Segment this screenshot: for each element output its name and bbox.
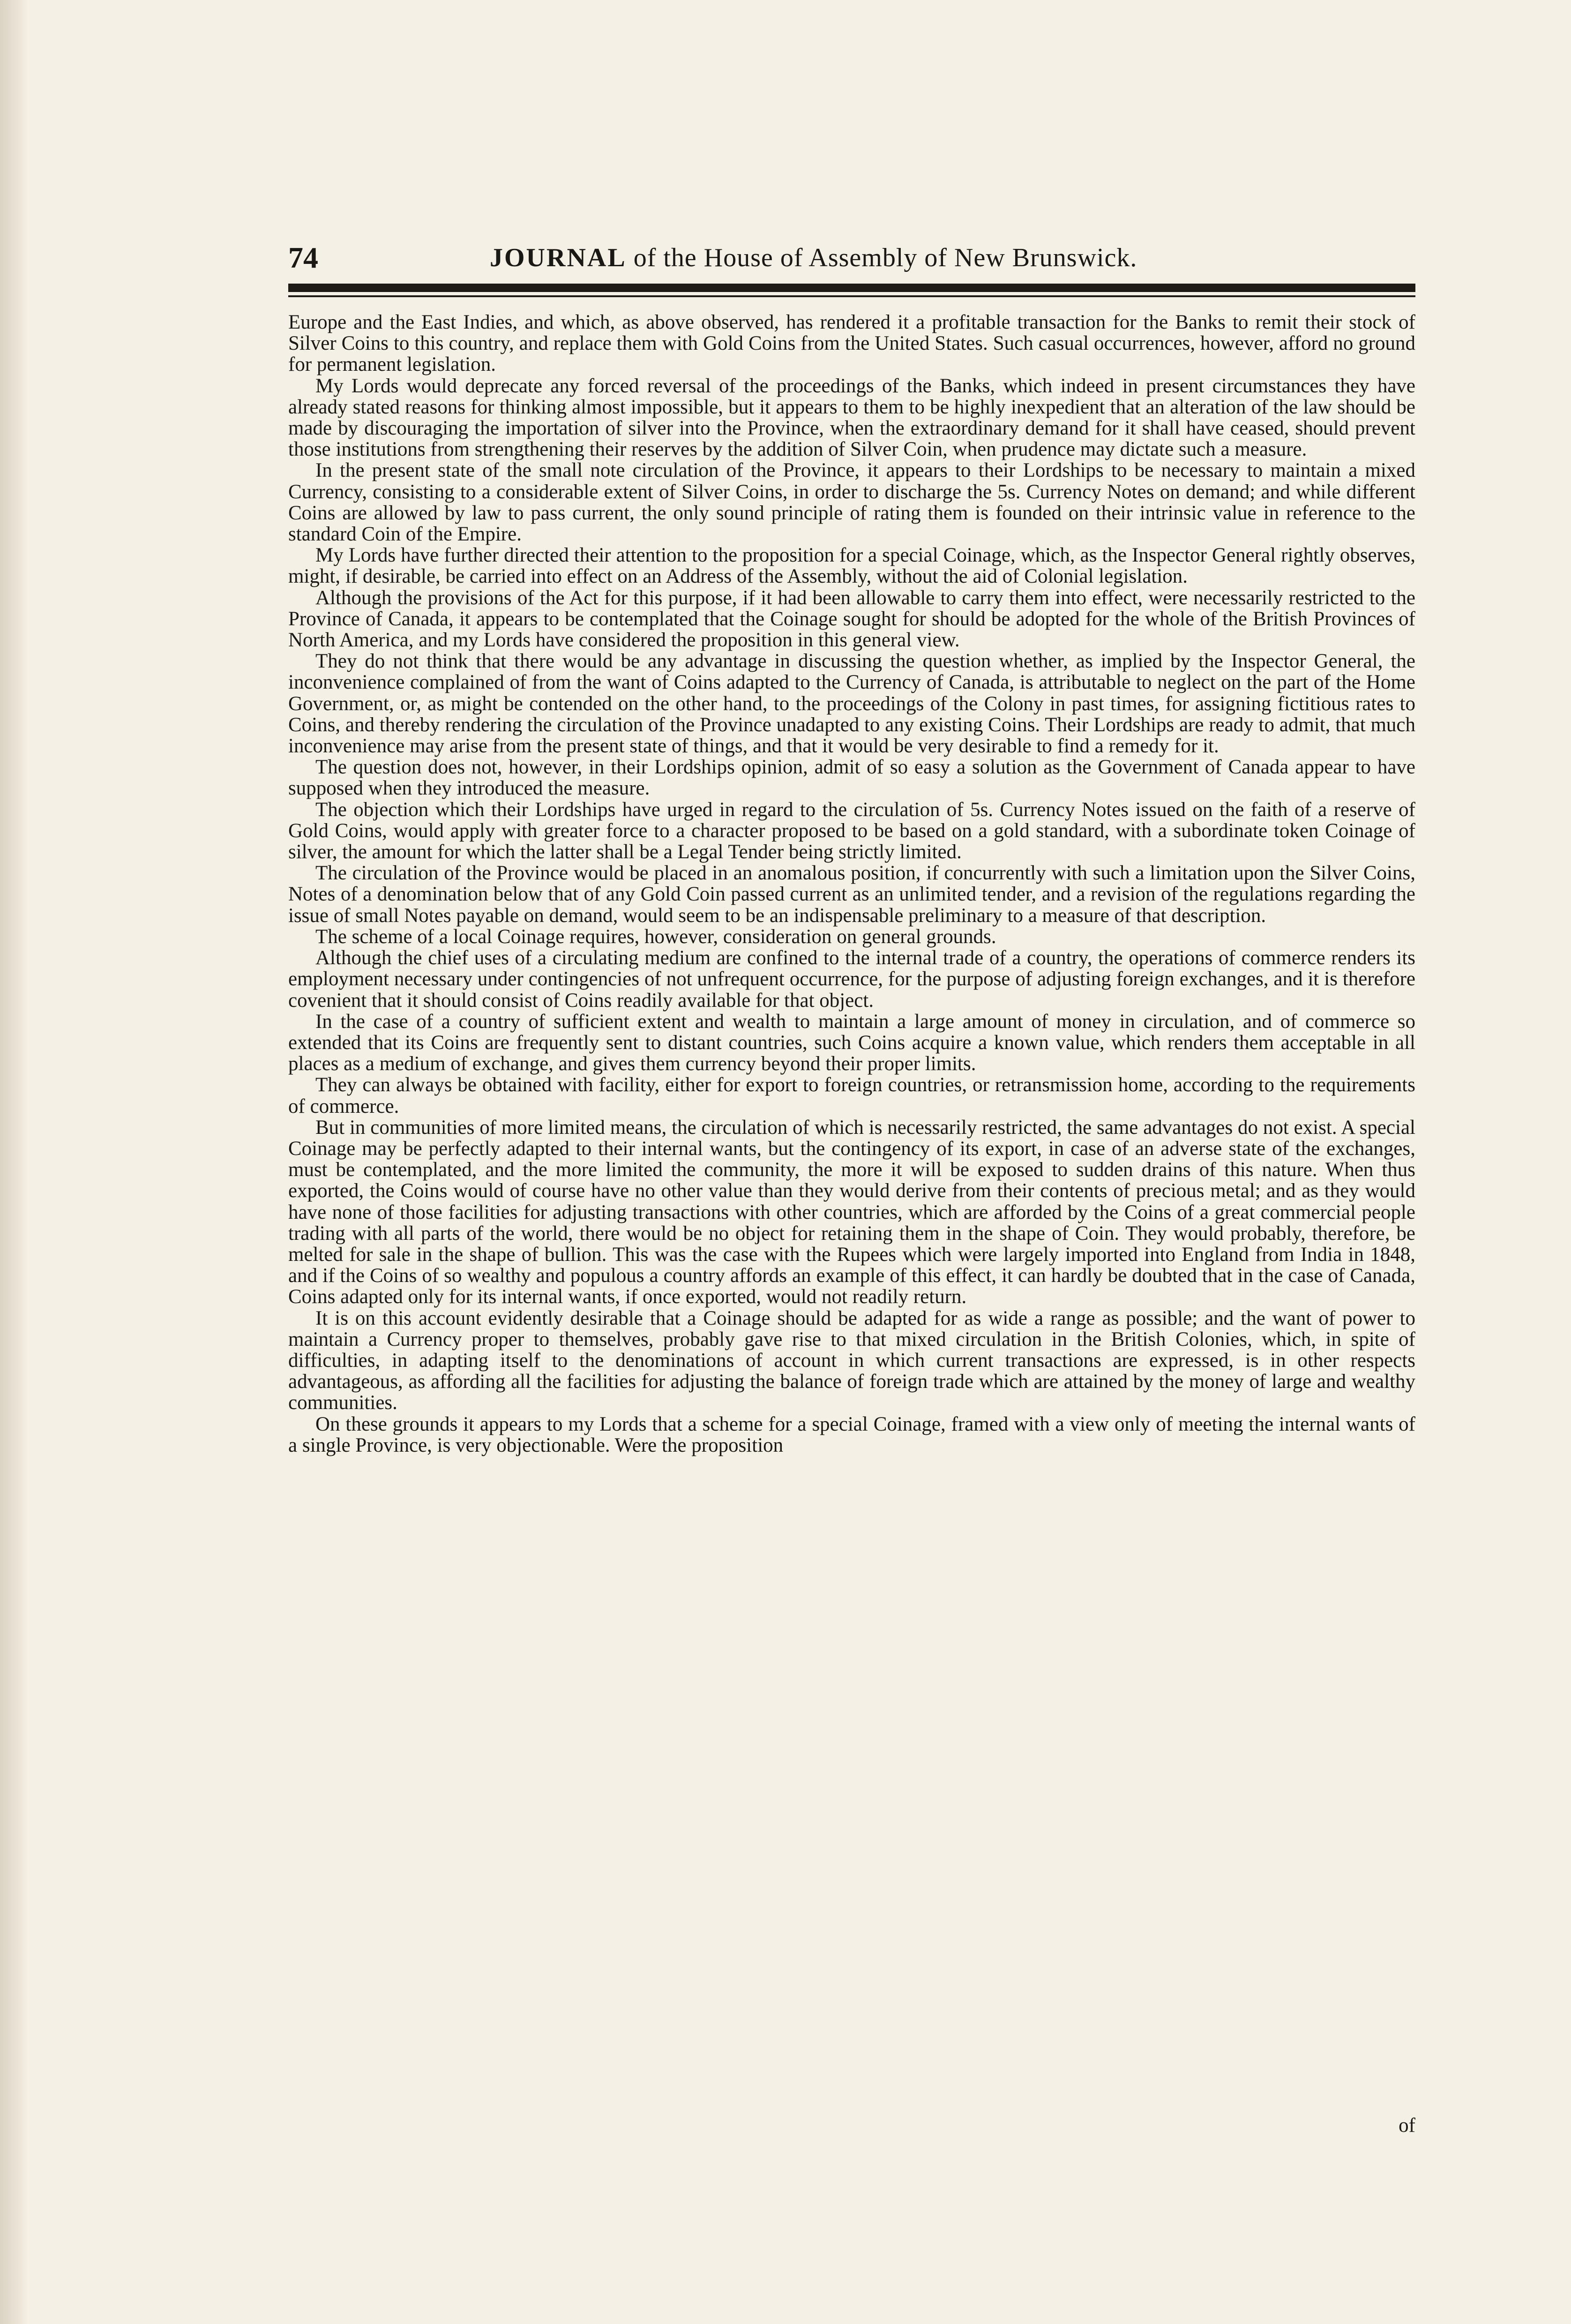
paragraph: Although the provisions of the Act for this purpose, if it had been allowable to carry them into effect, were necessarily restricted to the Province of Canada, it appears to be contemplated that the Coinage sought for should be adopted for the whole of the British Provinces of North America, and my Lords have considered the proposition in this general view.	[288, 586, 1415, 652]
paragraph: The question does not, however, in their Lordships opinion, admit of so easy a solution as the Government of Canada appear to have supposed when they introduced the measure.	[288, 756, 1415, 800]
paragraph: But in communities of more limited means, the circulation of which is necessarily restricted, the same advantages do not exist. A special Coinage may be perfectly adapted to their internal wants, but the contingency of its export, in case of an adverse state of the exchanges, must be contemplated, and the more limited the community, the more it will be exposed to sudden drains of this nature. When thus exported, the Coins would of course have no other value than they would derive from their contents of precious metal; and as they would have none of those facilities for adjusting transactions with other countries, which are afforded by the Coins of a great commercial people trading with all parts of the world, there would be no object for retaining them in the shape of Coin. They would probably, therefore, be melted for sale in the shape of bullion. This was the case with the Rupees which were largely imported into England from India in 1848, and if the Coins of so wealthy and populous a country affords an example of this effect, it can hardly be doubted that in the case of Canada, Coins adapted only for its internal wants, if once exported, would not readily return.	[288, 1116, 1415, 1308]
paragraph: In the case of a country of sufficient extent and wealth to maintain a large amount of money in circulation, and of commerce so extended that its Coins are frequently sent to distant countries, such Coins acquire a known value, which renders them acceptable in all places as a medium of exchange, and gives them currency beyond their proper limits.	[288, 1010, 1415, 1075]
page-binding-edge	[0, 0, 28, 2324]
running-head-journal: JOURNAL	[490, 243, 627, 272]
paragraph: The objection which their Lordships have urged in regard to the circulation of 5s. Currency Notes issued on the faith of a reserve of Gold Coins, would apply with greater force to a character proposed to be based on a gold standard, with a subordinate token Coinage of silver, the amount for which the latter shall be a Legal Tender being strictly limited.	[288, 798, 1415, 863]
page-header	[288, 239, 1415, 277]
paragraph: They can always be obtained with facility, either for export to foreign countries, or retransmission home, according to the requirements of commerce.	[288, 1074, 1415, 1117]
page-number: 74	[288, 241, 318, 274]
paragraph: On these grounds it appears to my Lords that a scheme for a special Coinage, framed with a view only of meeting the internal wants of a single Province, is very objectionable. Were the proposition	[288, 1413, 1415, 1456]
paragraph: They do not think that there would be any advantage in discussing the question whether, as implied by the Inspector General, the inconvenience complained of from the want of Coins adapted to the Currency of Canada, is attributable to neglect on the part of the Home Government, or, as might be contended on the other hand, to the proceedings of the Colony in past times, for assigning fictitious rates to Coins, and thereby rendering the circulation of the Province unadapted to any existing Coins. Their Lordships are ready to admit, that much inconvenience may arise from the present state of things, and that it would be very desirable to find a remedy for it.	[288, 650, 1415, 757]
paragraph: It is on this account evidently desirable that a Coinage should be adapted for as wide a range as possible; and the want of power to maintain a Currency proper to themselves, probably gave rise to that mixed circulation in the British Colonies, which, in spite of difficulties, in adapting itself to the denominations of account in which current transactions are expressed, is in other respects advantageous, as affording all the facilities for adjusting the balance of foreign trade which are attained by the money of large and wealthy communities.	[288, 1307, 1415, 1414]
paragraph: My Lords have further directed their attention to the proposition for a special Coinage, which, as the Inspector General rightly observes, might, if desirable, be carried into effect on an Address of the Assembly, without the aid of Colonial legislation.	[288, 544, 1415, 588]
paragraph: The circulation of the Province would be placed in an anomalous position, if concurrently with such a limitation upon the Silver Coins, Notes of a denomination below that of any Gold Coin passed current as an unlimited tender, and a revision of the regulations regarding the issue of small Notes payable on demand, would seem to be an indispensable preliminary to a measure of that description.	[288, 862, 1415, 927]
header-rule-thick	[288, 284, 1415, 292]
paragraph: Europe and the East Indies, and which, as above observed, has rendered it a profitable transaction for the Banks to remit their stock of Silver Coins to this country, and replace them with Gold Coins from the United States. Such casual occurrences, however, afford no ground for permanent legislation.	[288, 311, 1415, 376]
running-head-title: of the House of Assembly of New Brunswick.	[633, 243, 1137, 272]
catchword: of	[1399, 2114, 1415, 2137]
paragraph: The scheme of a local Coinage requires, however, consideration on general grounds.	[315, 925, 996, 948]
header-rule-thin	[288, 295, 1415, 297]
paragraph: In the present state of the small note circulation of the Province, it appears to their Lordships to be necessary to maintain a mixed Currency, consisting to a considerable extent of Silver Coins, in order to discharge the 5s. Currency Notes on demand; and while different Coins are allowed by law to pass current, the only sound principle of rating them is founded on their intrinsic value in reference to the standard Coin of the Empire.	[288, 459, 1415, 546]
paragraph: Although the chief uses of a circulating medium are confined to the internal trade of a country, the operations of commerce renders its employment necessary under contingencies of not unfrequent occurrence, for the purpose of adjusting foreign exchanges, and it is therefore covenient that it should consist of Coins readily available for that object.	[288, 947, 1415, 1012]
running-head	[490, 239, 1137, 277]
body-text	[288, 312, 1415, 1456]
paragraph: My Lords would deprecate any forced reversal of the proceedings of the Banks, which indeed in present circumstances they have already stated reasons for thinking almost impossible, but it appears to them to be highly inexpedient that an alteration of the law should be made by discouraging the importation of silver into the Province, when the extraordinary demand for it shall have ceased, should prevent those institutions from strengthening their reserves by the addition of Silver Coin, when prudence may dictate such a measure.	[288, 375, 1415, 461]
